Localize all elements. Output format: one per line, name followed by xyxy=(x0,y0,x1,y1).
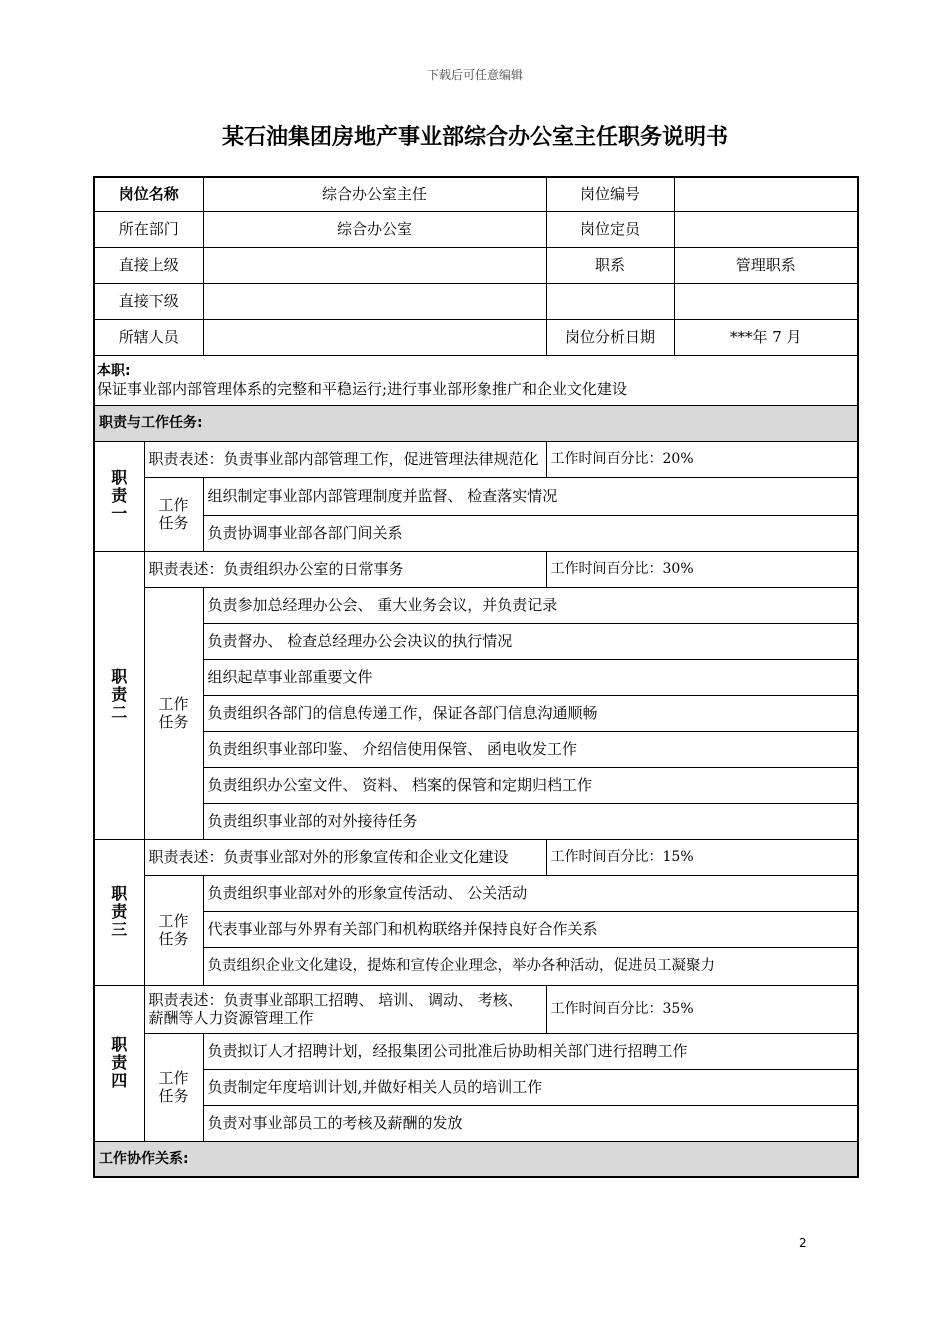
duty-section xyxy=(94,355,858,405)
duty-2-task: 负责参加总经理办公会、 重大业务会议，并负责记录 xyxy=(203,587,858,623)
duty-4-percent: 工作时间百分比：35% xyxy=(546,985,858,1033)
duty-2-task-label-text: 工作任务 xyxy=(158,695,189,731)
duty-1-task-label xyxy=(144,477,203,551)
staff-value xyxy=(203,319,546,355)
superior-label: 直接上级 xyxy=(94,247,203,283)
duty-4-task-label xyxy=(144,1033,203,1141)
quota-label: 岗位定员 xyxy=(546,211,674,247)
duty-section-text: 保证事业部内部管理体系的完整和平稳运行;进行事业部形象推广和企业文化建设 xyxy=(97,380,628,398)
subordinate-value xyxy=(203,283,546,319)
duty-1-task-label-text: 工作任务 xyxy=(158,496,189,532)
post-name-value: 综合办公室主任 xyxy=(203,177,546,211)
duty-2-task: 负责组织各部门的信息传递工作，保证各部门信息沟通顺畅 xyxy=(203,695,858,731)
duty-1-statement: 职责表述：负责事业部内部管理工作，促进管理法律规范化 xyxy=(144,441,546,477)
duty-4-task: 负责拟订人才招聘计划，经报集团公司批准后协助相关部门进行招聘工作 xyxy=(203,1033,858,1069)
page-number: 2 xyxy=(799,1236,807,1250)
analysis-date-label: 岗位分析日期 xyxy=(546,319,674,355)
responsibilities-label: 职责与工作任务: xyxy=(94,405,858,441)
duty-3-task: 负责组织事业部对外的形象宣传活动、 公关活动 xyxy=(203,875,858,911)
dept-value: 综合办公室 xyxy=(203,211,546,247)
duty-1-task: 负责协调事业部各部门间关系 xyxy=(203,515,858,551)
quota-value xyxy=(674,211,858,247)
subordinate-label: 直接下级 xyxy=(94,283,203,319)
duty-4-task: 负责制定年度培训计划,并做好相关人员的培训工作 xyxy=(203,1069,858,1105)
duty-3-label-text: 职责三 xyxy=(111,884,128,939)
duty-4-label xyxy=(94,985,144,1141)
duty-section-label: 本职: xyxy=(97,363,131,379)
duty-1-task: 组织制定事业部内部管理制度并监督、 检查落实情况 xyxy=(203,477,858,515)
header-note: 下载后可任意编辑 xyxy=(426,68,523,82)
duty-4-task-label-text: 工作任务 xyxy=(158,1069,189,1105)
analysis-date-value: ***年 7 月 xyxy=(674,319,858,355)
duty-2-task: 负责组织事业部的对外接待任务 xyxy=(203,803,858,839)
duty-2-statement: 职责表述：负责组织办公室的日常事务 xyxy=(144,551,546,587)
duty-4-statement: 职责表述：负责事业部职工招聘、 培训、 调动、 考核、 薪酬等人力资源管理工作 xyxy=(144,985,546,1033)
duty-1-label-text: 职责一 xyxy=(111,468,128,523)
duty-1-label xyxy=(94,441,144,551)
blank-value xyxy=(674,283,858,319)
duty-3-task: 代表事业部与外界有关部门和机构联络并保持良好合作关系 xyxy=(203,911,858,947)
duty-3-label xyxy=(94,839,144,985)
duty-2-task: 组织起草事业部重要文件 xyxy=(203,659,858,695)
duty-2-task: 负责组织事业部印鉴、 介绍信使用保管、 函电收发工作 xyxy=(203,731,858,767)
duty-3-statement: 职责表述：负责事业部对外的形象宣传和企业文化建设 xyxy=(144,839,546,875)
duty-1-percent: 工作时间百分比：20% xyxy=(546,441,858,477)
duty-3-percent: 工作时间百分比：15% xyxy=(546,839,858,875)
duty-4-label-text: 职责四 xyxy=(111,1035,128,1090)
duty-2-label-text: 职责二 xyxy=(111,667,128,722)
duty-2-task: 负责督办、 检查总经理办公会决议的执行情况 xyxy=(203,623,858,659)
duty-2-task: 负责组织办公室文件、 资料、 档案的保管和定期归档工作 xyxy=(203,767,858,803)
duty-2-percent: 工作时间百分比：30% xyxy=(546,551,858,587)
duty-3-task-label-text: 工作任务 xyxy=(158,912,189,948)
duty-2-task-label xyxy=(144,587,203,839)
duty-4-task: 负责对事业部员工的考核及薪酬的发放 xyxy=(203,1105,858,1141)
series-label: 职系 xyxy=(546,247,674,283)
post-name-label: 岗位名称 xyxy=(94,177,203,211)
duty-3-task: 负责组织企业文化建设，提炼和宣传企业理念，举办各种活动，促进员工凝聚力 xyxy=(203,947,858,985)
post-no-value xyxy=(674,177,858,211)
blank-label xyxy=(546,283,674,319)
superior-value xyxy=(203,247,546,283)
series-value: 管理职系 xyxy=(674,247,858,283)
staff-label: 所辖人员 xyxy=(94,319,203,355)
dept-label: 所在部门 xyxy=(94,211,203,247)
cooperation-label: 工作协作关系: xyxy=(94,1141,858,1177)
duty-2-label xyxy=(94,551,144,839)
duty-3-task-label xyxy=(144,875,203,985)
document-title: 某石油集团房地产事业部综合办公室主任职务说明书 xyxy=(221,125,728,150)
job-description-table xyxy=(93,176,859,1178)
post-no-label: 岗位编号 xyxy=(546,177,674,211)
